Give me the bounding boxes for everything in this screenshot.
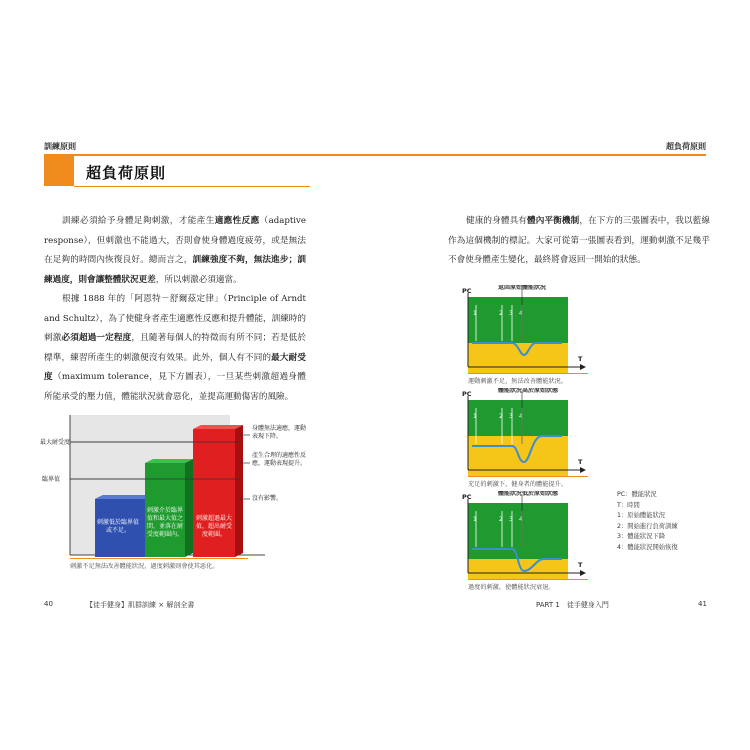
marker-number: 1 xyxy=(473,516,477,523)
x-axis-label: T xyxy=(578,561,583,569)
footer-part-title: PART 1 徒手健身入門 xyxy=(536,601,609,609)
mini-chart-title: 體能狀況低於原始狀態 xyxy=(498,491,559,497)
legend xyxy=(617,490,709,553)
mini-chart xyxy=(462,285,592,385)
body-run: 健康的身體具有 xyxy=(466,216,528,226)
marker-number: 2 xyxy=(499,310,503,317)
green-area xyxy=(468,297,568,343)
body-run: 根據 1888 年的「阿恩特－舒爾茲定律」（Principle of Arndt and Schultz），為了使健身者產生適應性反應和提升體能，訓練時的刺激 xyxy=(44,294,306,343)
footer-left-page-number: 40 xyxy=(44,600,53,608)
x-axis-label: T xyxy=(578,355,583,363)
title-underline xyxy=(74,186,310,187)
emphasis-text: 體內平衡機制 xyxy=(527,216,580,226)
green-area xyxy=(468,400,568,436)
legend-item: 2：開始進行負荷訓練 xyxy=(617,522,678,530)
body-run: ，所以刺激必須適當。 xyxy=(155,274,242,285)
legend-item: 3：體能狀況下降 xyxy=(617,533,666,540)
label-threshold: 臨界值 xyxy=(42,476,61,483)
mini-chart-caption: 充足的刺激下，健身者的體能提升。 xyxy=(468,476,588,488)
marker-number: 2 xyxy=(499,413,503,420)
marker-number: 2 xyxy=(499,516,503,523)
right-paragraph-1 xyxy=(448,212,710,271)
mini-chart-title: 體能狀況高於原始狀態 xyxy=(498,388,559,394)
emphasis-text: 必須超過一定程度 xyxy=(61,333,132,343)
marker-number: 4 xyxy=(519,413,523,420)
bar-text-green: 刺激介於臨界值和最大值之間，並落在耐受度範圍內。 xyxy=(146,507,183,538)
mini-charts xyxy=(462,285,592,591)
legend-item: PC：體能狀況 xyxy=(617,491,657,498)
header-left-section: 訓練原則 xyxy=(44,142,76,151)
mini-chart xyxy=(462,388,592,488)
footer-right-page-number: 41 xyxy=(698,600,707,608)
legend-item: 4：體能狀況開始恢復 xyxy=(617,543,678,551)
bar-chart-caption: 刺激不足無法改善體能狀況，過度刺激則會使其惡化。 xyxy=(70,563,219,570)
legend-item: T：時間 xyxy=(617,501,640,509)
y-axis-label: PC xyxy=(462,287,472,295)
body-run: 訓練必須給予身體足夠刺激，才能產生 xyxy=(62,216,215,226)
marker-number: 4 xyxy=(519,310,523,317)
mini-chart-svg xyxy=(462,388,592,488)
body-run: （adaptive response），但刺激也不能過大，否則會使身體過度疲勞，或是無法在足夠的時間內恢復良好。總而言之， xyxy=(44,216,306,265)
body-run: （maximum tolerance，見下方圖表），一旦某些刺激超過身體所能承受的壓力值，體能狀況就會惡化，並提高運動傷害的風險。 xyxy=(44,372,306,402)
annotation-within: 產生合理的適應性反應，運動表現提升。 xyxy=(252,452,307,467)
body-run: ，且隨著每個人的特徵而有所不同；若是低於標準，練習所產生的刺激便沒有效果。此外，個人有不同的 xyxy=(44,333,306,363)
bar-text-red: 刺激超過最大值，超出耐受度範圍。 xyxy=(195,515,232,538)
label-max-tolerance: 最大耐受度 xyxy=(40,439,71,446)
y-axis-label: PC xyxy=(462,493,472,501)
title-accent-block xyxy=(44,156,74,186)
mini-chart xyxy=(462,491,592,591)
mini-chart-svg xyxy=(462,491,592,591)
header-rule xyxy=(44,154,706,156)
mini-chart-caption: 過度的刺激，使體能狀況衰退。 xyxy=(468,579,588,591)
right-body-text xyxy=(448,212,710,271)
mini-chart-caption: 運動刺激不足，無法改善體能狀況。 xyxy=(468,373,588,385)
mini-chart-svg xyxy=(462,285,592,385)
marker-number: 3 xyxy=(509,310,513,317)
marker-number: 3 xyxy=(509,413,513,420)
marker-number: 4 xyxy=(519,516,523,523)
left-paragraph-1 xyxy=(44,212,306,290)
x-axis-label: T xyxy=(578,458,583,466)
left-paragraph-2 xyxy=(44,290,306,407)
marker-number: 3 xyxy=(509,516,513,523)
body-run: ，在下方的三張圖表中，我以藍線作為這個機制的標記。大家可從第一張圖表看到，運動刺激不足幾乎不會使身體產生變化，最終將會返回一開始的狀態。 xyxy=(448,216,710,265)
emphasis-text: 訓練強度不夠，無法進步；訓練過度，則會讓整體狀況更差 xyxy=(44,255,306,285)
marker-number: 1 xyxy=(473,413,477,420)
green-area xyxy=(468,503,568,559)
footer-book-title: 【徒手健身】肌群訓練 × 解剖全書 xyxy=(86,601,195,609)
annotation-over-max: 身體無法適應，運動表現下降。 xyxy=(252,425,307,440)
annotation-none: 沒有影響。 xyxy=(252,495,283,502)
page-title: 超負荷原則 xyxy=(86,164,167,182)
emphasis-text: 最大耐受度 xyxy=(44,352,306,382)
left-body-text xyxy=(44,212,306,407)
bar-text-blue: 刺激低於臨界值或不足。 xyxy=(96,519,139,534)
tolerance-bar-chart xyxy=(40,415,310,595)
emphasis-text: 適應性反應 xyxy=(214,216,260,226)
legend-item: 1：原始體能狀況 xyxy=(617,512,666,519)
y-axis-label: PC xyxy=(462,390,472,398)
marker-number: 1 xyxy=(473,310,477,317)
header-right-section: 超負荷原則 xyxy=(666,142,706,151)
mini-chart-title: 返回原始體能狀況 xyxy=(498,285,547,291)
